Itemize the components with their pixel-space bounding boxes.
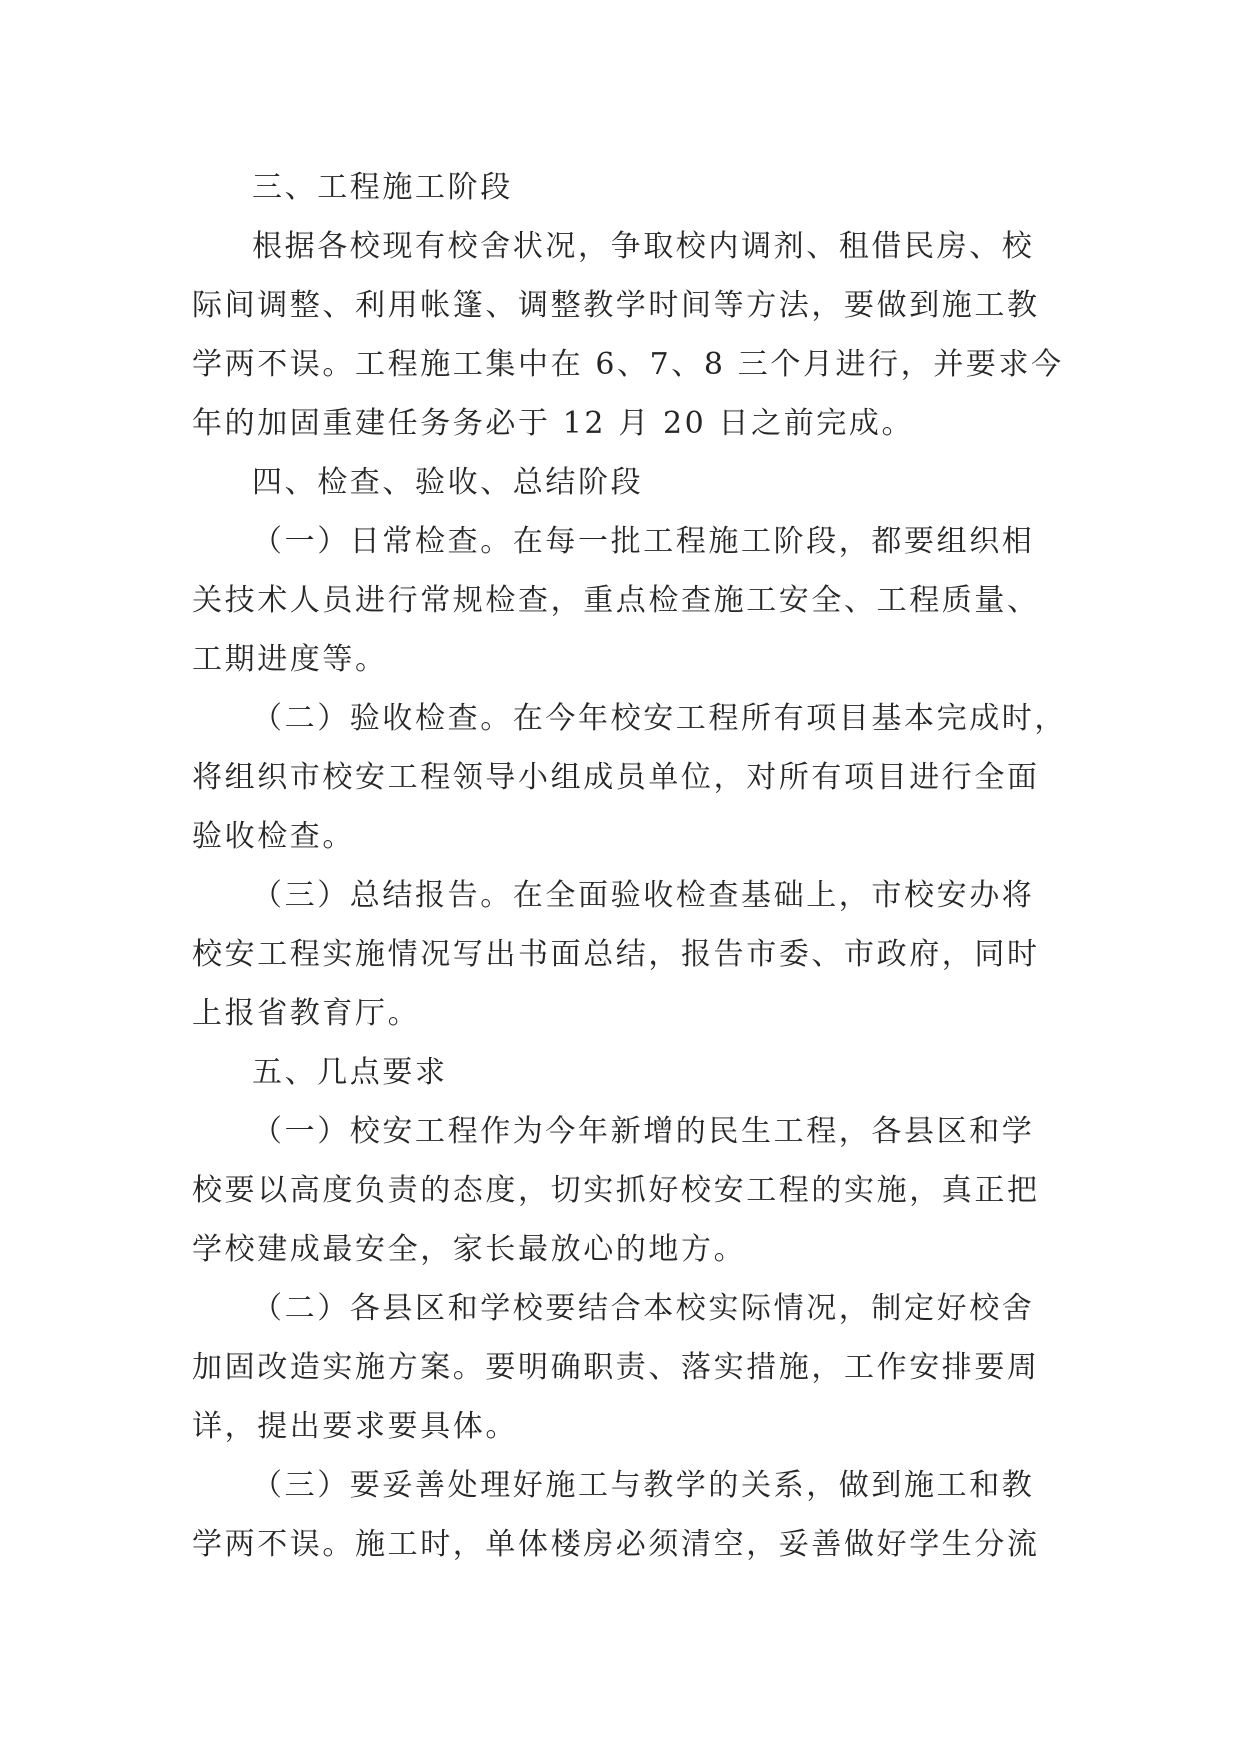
paragraph-line: 际间调整、利用帐篷、调整教学时间等方法，要做到施工教: [192, 288, 1040, 323]
paragraph-line: 关技术人员进行常规检查，重点检查施工安全、工程质量、: [192, 583, 1040, 618]
paragraph-line: （一）校安工程作为今年新增的民生工程，各县区和学: [252, 1114, 1035, 1149]
paragraph-line: （二）各县区和学校要结合本校实际情况，制定好校舍: [252, 1291, 1035, 1326]
paragraph-line: 详，提出要求要具体。: [192, 1409, 518, 1444]
paragraph-line: （一）日常检查。在每一批工程施工阶段，都要组织相: [252, 524, 1035, 559]
paragraph-line: 校安工程实施情况写出书面总结，报告市委、市政府，同时: [192, 937, 1040, 972]
section-heading-5: 五、几点要求: [252, 1055, 448, 1090]
paragraph-line: 学校建成最安全，家长最放心的地方。: [192, 1232, 747, 1267]
paragraph-line: 根据各校现有校舍状况，争取校内调剂、租借民房、校: [252, 229, 1035, 264]
section-heading-3: 三、工程施工阶段: [252, 170, 513, 205]
paragraph-line: 校要以高度负责的态度，切实抓好校安工程的实施，真正把: [192, 1173, 1040, 1208]
paragraph-line: （三）要妥善处理好施工与教学的关系，做到施工和教: [252, 1468, 1035, 1503]
paragraph-line: 学两不误。施工时，单体楼房必须清空，妥善做好学生分流: [192, 1527, 1040, 1562]
paragraph-line: 年的加固重建任务务必于 12 月 20 日之前完成。: [192, 406, 915, 441]
paragraph-line: 验收检查。: [192, 819, 355, 854]
paragraph-line: 学两不误。工程施工集中在 6、7、8 三个月进行，并要求今: [192, 347, 1064, 382]
section-heading-4: 四、检查、验收、总结阶段: [252, 465, 644, 500]
paragraph-line: （二）验收检查。在今年校安工程所有项目基本完成时，: [252, 701, 1067, 736]
paragraph-line: 上报省教育厅。: [192, 996, 421, 1031]
document-body: [192, 158, 1067, 1574]
paragraph-line: 工期进度等。: [192, 642, 388, 677]
paragraph-line: 将组织市校安工程领导小组成员单位，对所有项目进行全面: [192, 760, 1040, 795]
paragraph-line: 加固改造实施方案。要明确职责、落实措施，工作安排要周: [192, 1350, 1040, 1385]
paragraph-line: （三）总结报告。在全面验收检查基础上，市校安办将: [252, 878, 1035, 913]
